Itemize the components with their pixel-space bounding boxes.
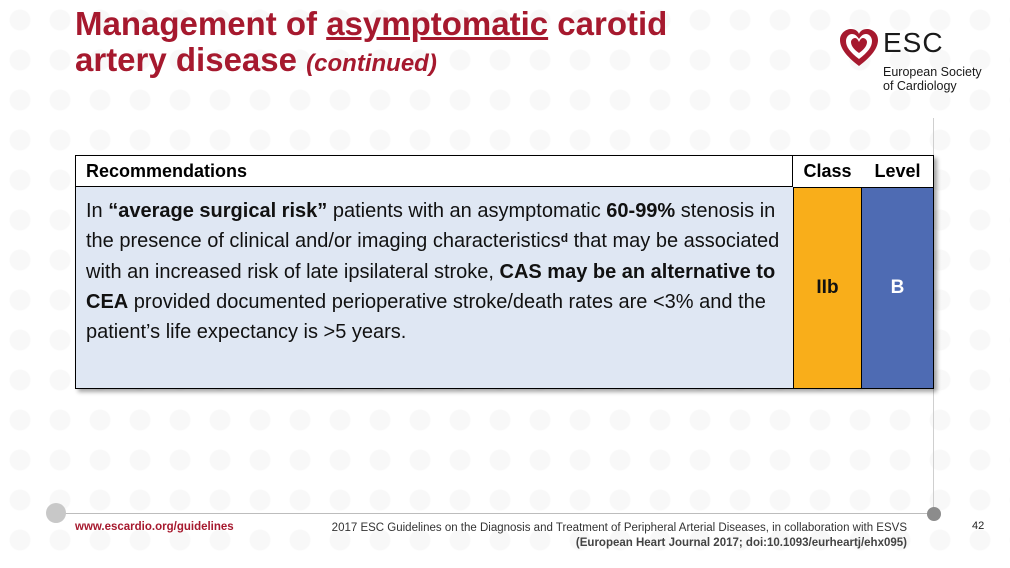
footer-left-dot [46, 503, 66, 523]
rec-footnote-marker: d [560, 231, 569, 246]
rec-cas-alternative: CAS may be an alternative to CEA [86, 260, 776, 313]
title-underlined-word: asymptomatic [326, 5, 549, 42]
title-line2: artery disease [75, 41, 307, 78]
header-class: Class [793, 156, 863, 188]
footer-reference [260, 521, 907, 551]
recommendations-table [75, 155, 934, 389]
footer-right-dot [927, 507, 941, 521]
footer-reference-line1: 2017 ESC Guidelines on the Diagnosis and Treatment of Peripheral Arterial Diseases, in collaboration with ESVS [331, 522, 907, 534]
rec-average-surgical-risk: “average surgical risk” [108, 200, 328, 222]
logo-line1: European Society [883, 65, 982, 79]
title-continued: (continued) [306, 50, 437, 77]
footer-divider [55, 513, 935, 514]
rec-seg1: In [86, 200, 109, 222]
rec-stenosis-range: 60-99% [606, 200, 676, 222]
header-level: Level [862, 156, 933, 188]
title-part2: carotid [548, 5, 668, 42]
footer-reference-line2: (European Heart Journal 2017; doi:10.1093/eurheartj/ehx095) [575, 537, 907, 549]
slide-title [75, 6, 775, 82]
esc-logo [838, 28, 998, 98]
recommendation-text [86, 196, 786, 347]
esc-heart-icon [838, 28, 880, 70]
class-cell: IIb [793, 188, 862, 388]
rec-seg5: stenosis in the presence of clinical and/or imaging characteristics [86, 200, 776, 253]
footer-url-link[interactable]: www.escardio.org/guidelines [75, 521, 234, 533]
rec-seg6: that may be associated with an increased risk of late ipsilateral stroke, [86, 230, 780, 283]
header-recommendations: Recommendations [76, 156, 793, 187]
logo-acronym: ESC [883, 27, 944, 58]
rec-seg8: provided documented perioperative stroke/death rates are <3% and the patient’s life expectancy is >5 years. [86, 290, 766, 344]
logo-line2: of Cardiology [883, 79, 957, 93]
rec-seg3: patients with an asymptomatic [327, 200, 607, 222]
logo-society-name [883, 65, 1003, 93]
title-part1: Management of [75, 5, 327, 42]
page-number: 42 [972, 520, 985, 532]
level-cell: B [862, 188, 933, 388]
